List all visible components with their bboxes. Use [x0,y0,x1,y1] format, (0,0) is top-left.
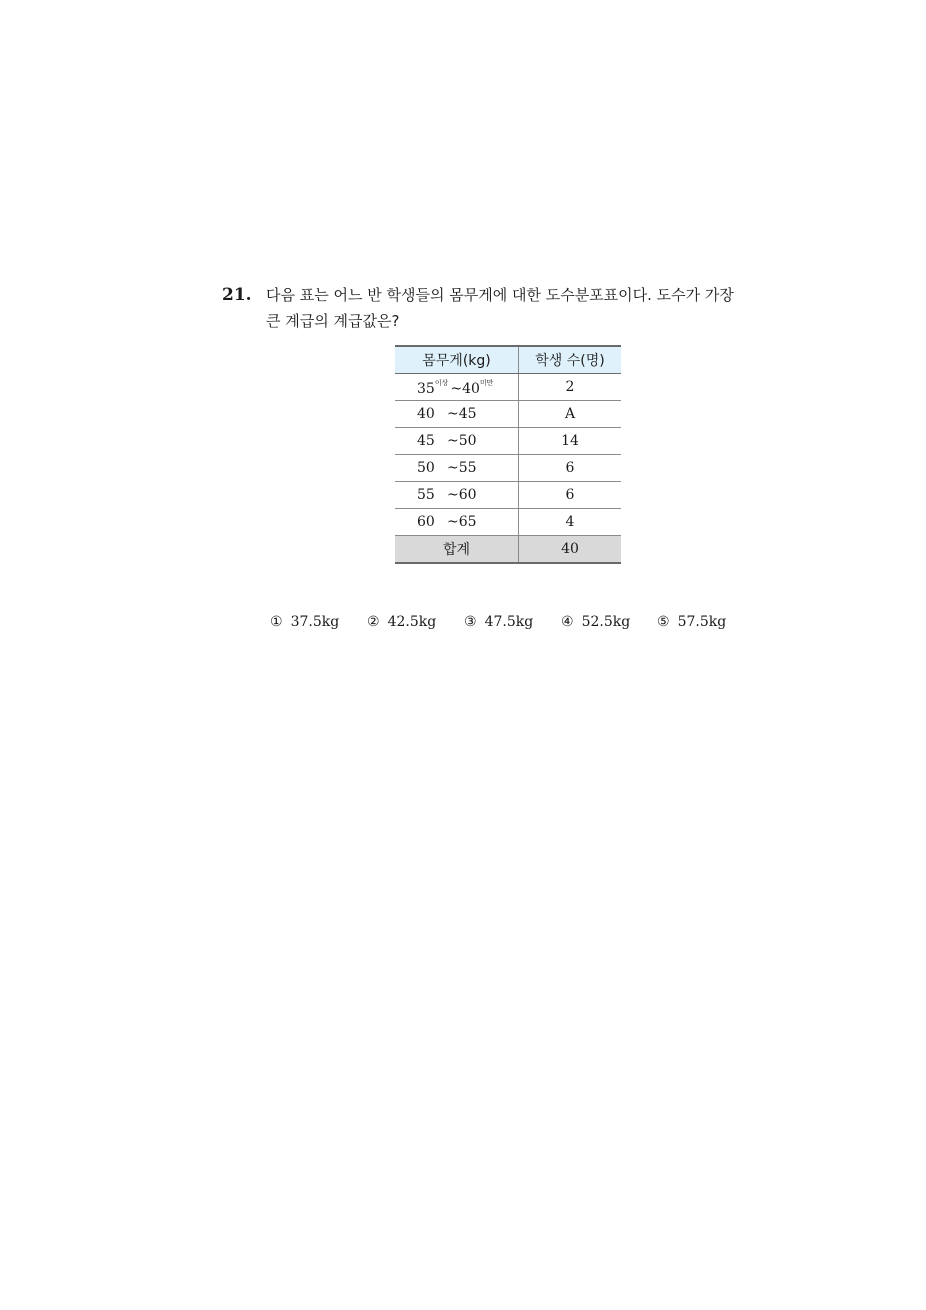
class-interval [395,482,519,509]
choice-text: 52.5kg [581,614,631,630]
interval-low: 40 [417,406,435,422]
interval-high-suffix: 미만 [479,378,494,387]
question-number: 21. [222,285,252,305]
question-text-line-1: 다음 표는 어느 반 학생들의 몸무게에 대한 도수분포표이다. 도수가 가장 [266,286,734,304]
choice-text: 37.5kg [290,614,340,630]
choice-text: 42.5kg [387,614,437,630]
total-label: 합계 [395,536,519,564]
student-count: 6 [519,455,622,482]
choice-mark: ③ [464,614,477,630]
student-count: 14 [519,428,622,455]
interval-tilde: ~ [447,514,459,530]
interval-high: 50 [458,433,477,449]
choice-3[interactable] [464,612,533,632]
interval-low: 35 [417,380,435,397]
table-header-row [395,346,621,374]
choice-mark: ④ [561,614,574,630]
table-row [395,401,621,428]
interval-low: 55 [417,487,435,503]
interval-tilde: ~ [447,460,459,476]
interval-high: 65 [458,514,477,530]
class-interval [395,374,519,401]
interval-tilde: ~ [450,380,463,397]
table-row [395,428,621,455]
question-text [266,282,766,334]
interval-high: 40 [462,380,480,397]
header-weight: 몸무게(kg) [395,346,519,374]
interval-low: 50 [417,460,435,476]
student-count: 6 [519,482,622,509]
class-interval [395,428,519,455]
choice-4[interactable] [561,612,630,632]
interval-high: 45 [458,406,477,422]
choice-5[interactable] [657,612,726,632]
table-row [395,509,621,536]
choice-1[interactable] [270,612,339,632]
choice-text: 47.5kg [484,614,534,630]
question-text-line-2: 큰 계급의 계급값은? [266,312,400,330]
header-students: 학생 수(명) [519,346,622,374]
class-interval [395,401,519,428]
table-row [395,482,621,509]
choice-2[interactable] [367,612,436,632]
class-interval [395,509,519,536]
interval-high: 60 [458,487,477,503]
student-count: A [519,401,622,428]
interval-low-suffix: 이상 [434,378,449,387]
table-row [395,374,621,401]
interval-tilde: ~ [447,487,459,503]
table-total-row [395,536,621,564]
interval-tilde: ~ [447,406,459,422]
student-count: 4 [519,509,622,536]
interval-low: 45 [417,433,435,449]
choice-mark: ① [270,614,283,630]
choice-text: 57.5kg [677,614,727,630]
choice-mark: ② [367,614,380,630]
choice-mark: ⑤ [657,614,670,630]
interval-high: 55 [458,460,477,476]
class-interval [395,455,519,482]
frequency-table [395,345,621,564]
total-value: 40 [519,536,622,564]
interval-tilde: ~ [447,433,459,449]
interval-low: 60 [417,514,435,530]
student-count: 2 [519,374,622,401]
table-row [395,455,621,482]
